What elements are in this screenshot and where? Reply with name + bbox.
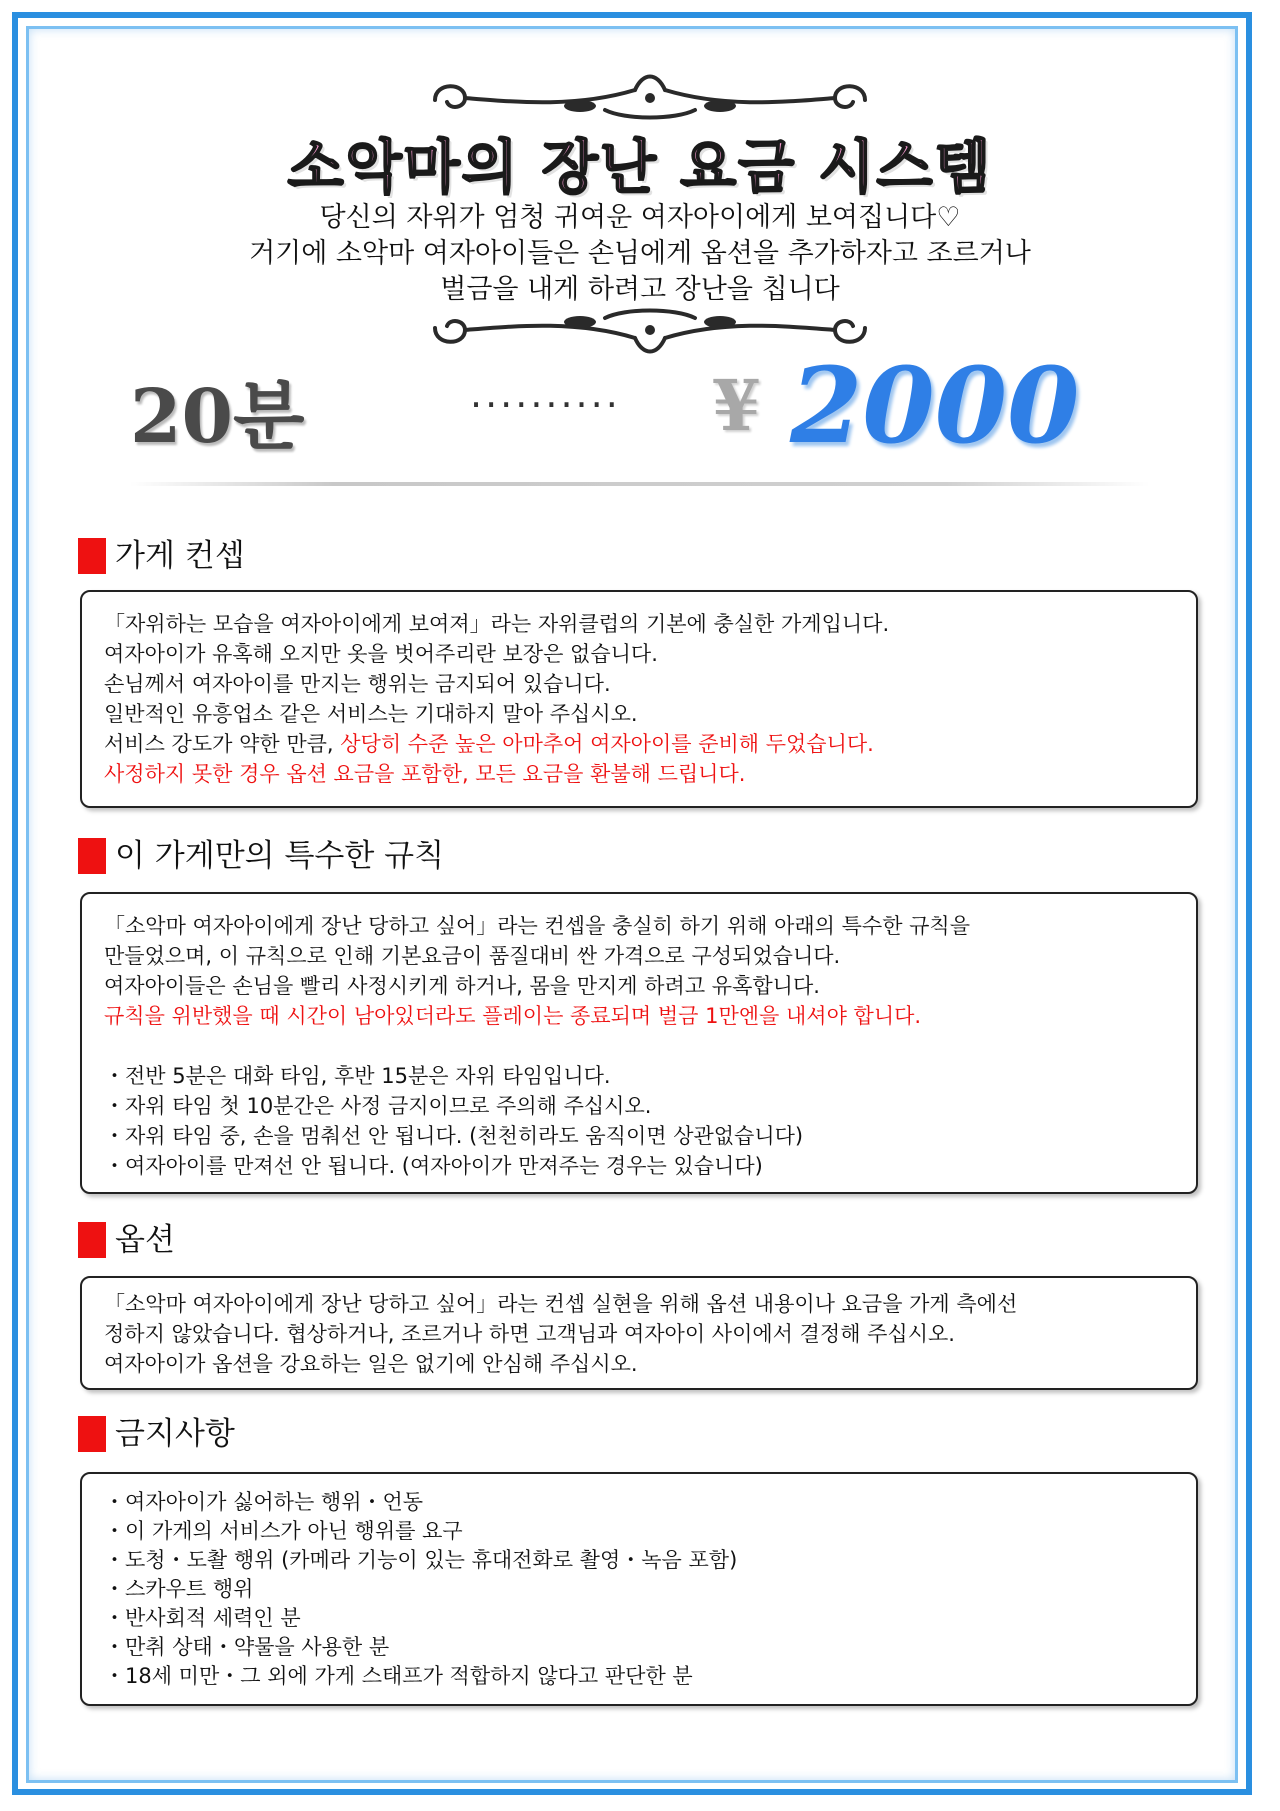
prohibited-bullet: ・18세 미만・그 외에 가게 스태프가 적합하지 않다고 판단한 분 — [104, 1664, 693, 1688]
prohibited-box — [80, 1472, 1198, 1706]
intro-text — [0, 200, 1280, 308]
rules-penalty-notice: 규칙을 위반했을 때 시간이 남아있더라도 플레이는 종료되며 벌금 1만엔을 내셔야 합니다. — [104, 1004, 922, 1028]
rules-line: 「소악마 여자아이에게 장난 당하고 싶어」라는 컨셉을 충실히 하기 위해 아래의 특수한 규칙을 — [104, 914, 971, 938]
concept-line-prefix: 서비스 강도가 약한 만큼, — [104, 732, 341, 756]
concept-box — [80, 590, 1198, 808]
section-marker-icon — [78, 538, 106, 574]
prohibited-bullet: ・만취 상태・약물을 사용한 분 — [104, 1635, 390, 1659]
intro-line: 벌금을 내게 하려고 장난을 칩니다 — [440, 274, 840, 305]
intro-line: 거기에 소악마 여자아이들은 손님에게 옵션을 추가하자고 조르거나 — [249, 238, 1031, 269]
price-row — [0, 344, 1280, 490]
concept-refund-notice: 사정하지 못한 경우 옵션 요금을 포함한, 모든 요금을 환불해 드립니다. — [104, 762, 746, 786]
prohibited-bullet: ・반사회적 세력인 분 — [104, 1606, 301, 1630]
rules-bullet: ・자위 타임 첫 10분간은 사정 금지이므로 주의해 주십시오. — [104, 1094, 652, 1118]
section-heading-label: 금지사항 — [115, 1416, 235, 1452]
options-box — [80, 1276, 1198, 1390]
rules-line: 여자아이들은 손님을 빨리 사정시키게 하거나, 몸을 만지게 하려고 유혹합니다. — [104, 974, 820, 998]
rules-bullet: ・여자아이를 만져선 안 됩니다. (여자아이가 만져주는 경우는 있습니다) — [104, 1154, 763, 1178]
section-marker-icon — [78, 838, 106, 874]
options-line: 「소악마 여자아이에게 장난 당하고 싶어」라는 컨셉 실현을 위해 옵션 내용이나 요금을 가게 측에선 — [104, 1292, 1018, 1316]
rules-box — [80, 892, 1198, 1194]
rules-bullet: ・전반 5분은 대화 타임, 후반 15분은 자위 타임입니다. — [104, 1064, 611, 1088]
options-line: 여자아이가 옵션을 강요하는 일은 없기에 안심해 주십시오. — [104, 1352, 638, 1376]
concept-line: 손님께서 여자아이를 만지는 행위는 금지되어 있습니다. — [104, 672, 611, 696]
rules-line: 만들었으며, 이 규칙으로 인해 기본요금이 품질대비 싼 가격으로 구성되었습니다. — [104, 944, 841, 968]
price-amount: 2000 — [790, 344, 1080, 467]
price-dots: .......... — [470, 372, 621, 416]
rules-bullet: ・자위 타임 중, 손을 멈춰선 안 됩니다. (천천히라도 움직이면 상관없습니다) — [104, 1124, 804, 1148]
prohibited-bullet: ・여자아이가 싫어하는 행위・언동 — [104, 1490, 424, 1514]
section-heading-label: 이 가게만의 특수한 규칙 — [115, 838, 445, 874]
intro-line: 당신의 자위가 엄청 귀여운 여자아이에게 보여집니다♡ — [319, 202, 961, 233]
ornament-top-icon — [405, 68, 895, 128]
section-heading-label: 옵션 — [115, 1222, 175, 1258]
price-duration: 20분 — [130, 374, 305, 460]
concept-line: 일반적인 유흥업소 같은 서비스는 기대하지 말아 주십시오. — [104, 702, 638, 726]
section-marker-icon — [78, 1222, 106, 1258]
concept-line — [104, 730, 874, 758]
options-line: 정하지 않았습니다. 협상하거나, 조르거나 하면 고객님과 여자아이 사이에서 결정해 주십시오. — [104, 1322, 955, 1346]
concept-line: 「자위하는 모습을 여자아이에게 보여져」라는 자위클럽의 기본에 충실한 가게입니다. — [104, 612, 890, 636]
prohibited-bullet: ・도청・도촬 행위 (카메라 기능이 있는 휴대전화로 촬영・녹음 포함) — [104, 1548, 738, 1572]
section-marker-icon — [78, 1416, 106, 1452]
concept-line: 여자아이가 유혹해 오지만 옷을 벗어주리란 보장은 없습니다. — [104, 642, 658, 666]
price-divider — [130, 482, 1150, 486]
price-currency: ¥ — [712, 364, 761, 447]
page-title: 소악마의 장난 요금 시스템 — [287, 133, 993, 201]
concept-highlight: 상당히 수준 높은 아마추어 여자아이를 준비해 두었습니다. — [340, 732, 874, 756]
prohibited-bullet: ・스카우트 행위 — [104, 1577, 254, 1601]
section-heading-label: 가게 컨셉 — [115, 538, 245, 574]
prohibited-bullet: ・이 가게의 서비스가 아닌 행위를 요구 — [104, 1519, 463, 1543]
